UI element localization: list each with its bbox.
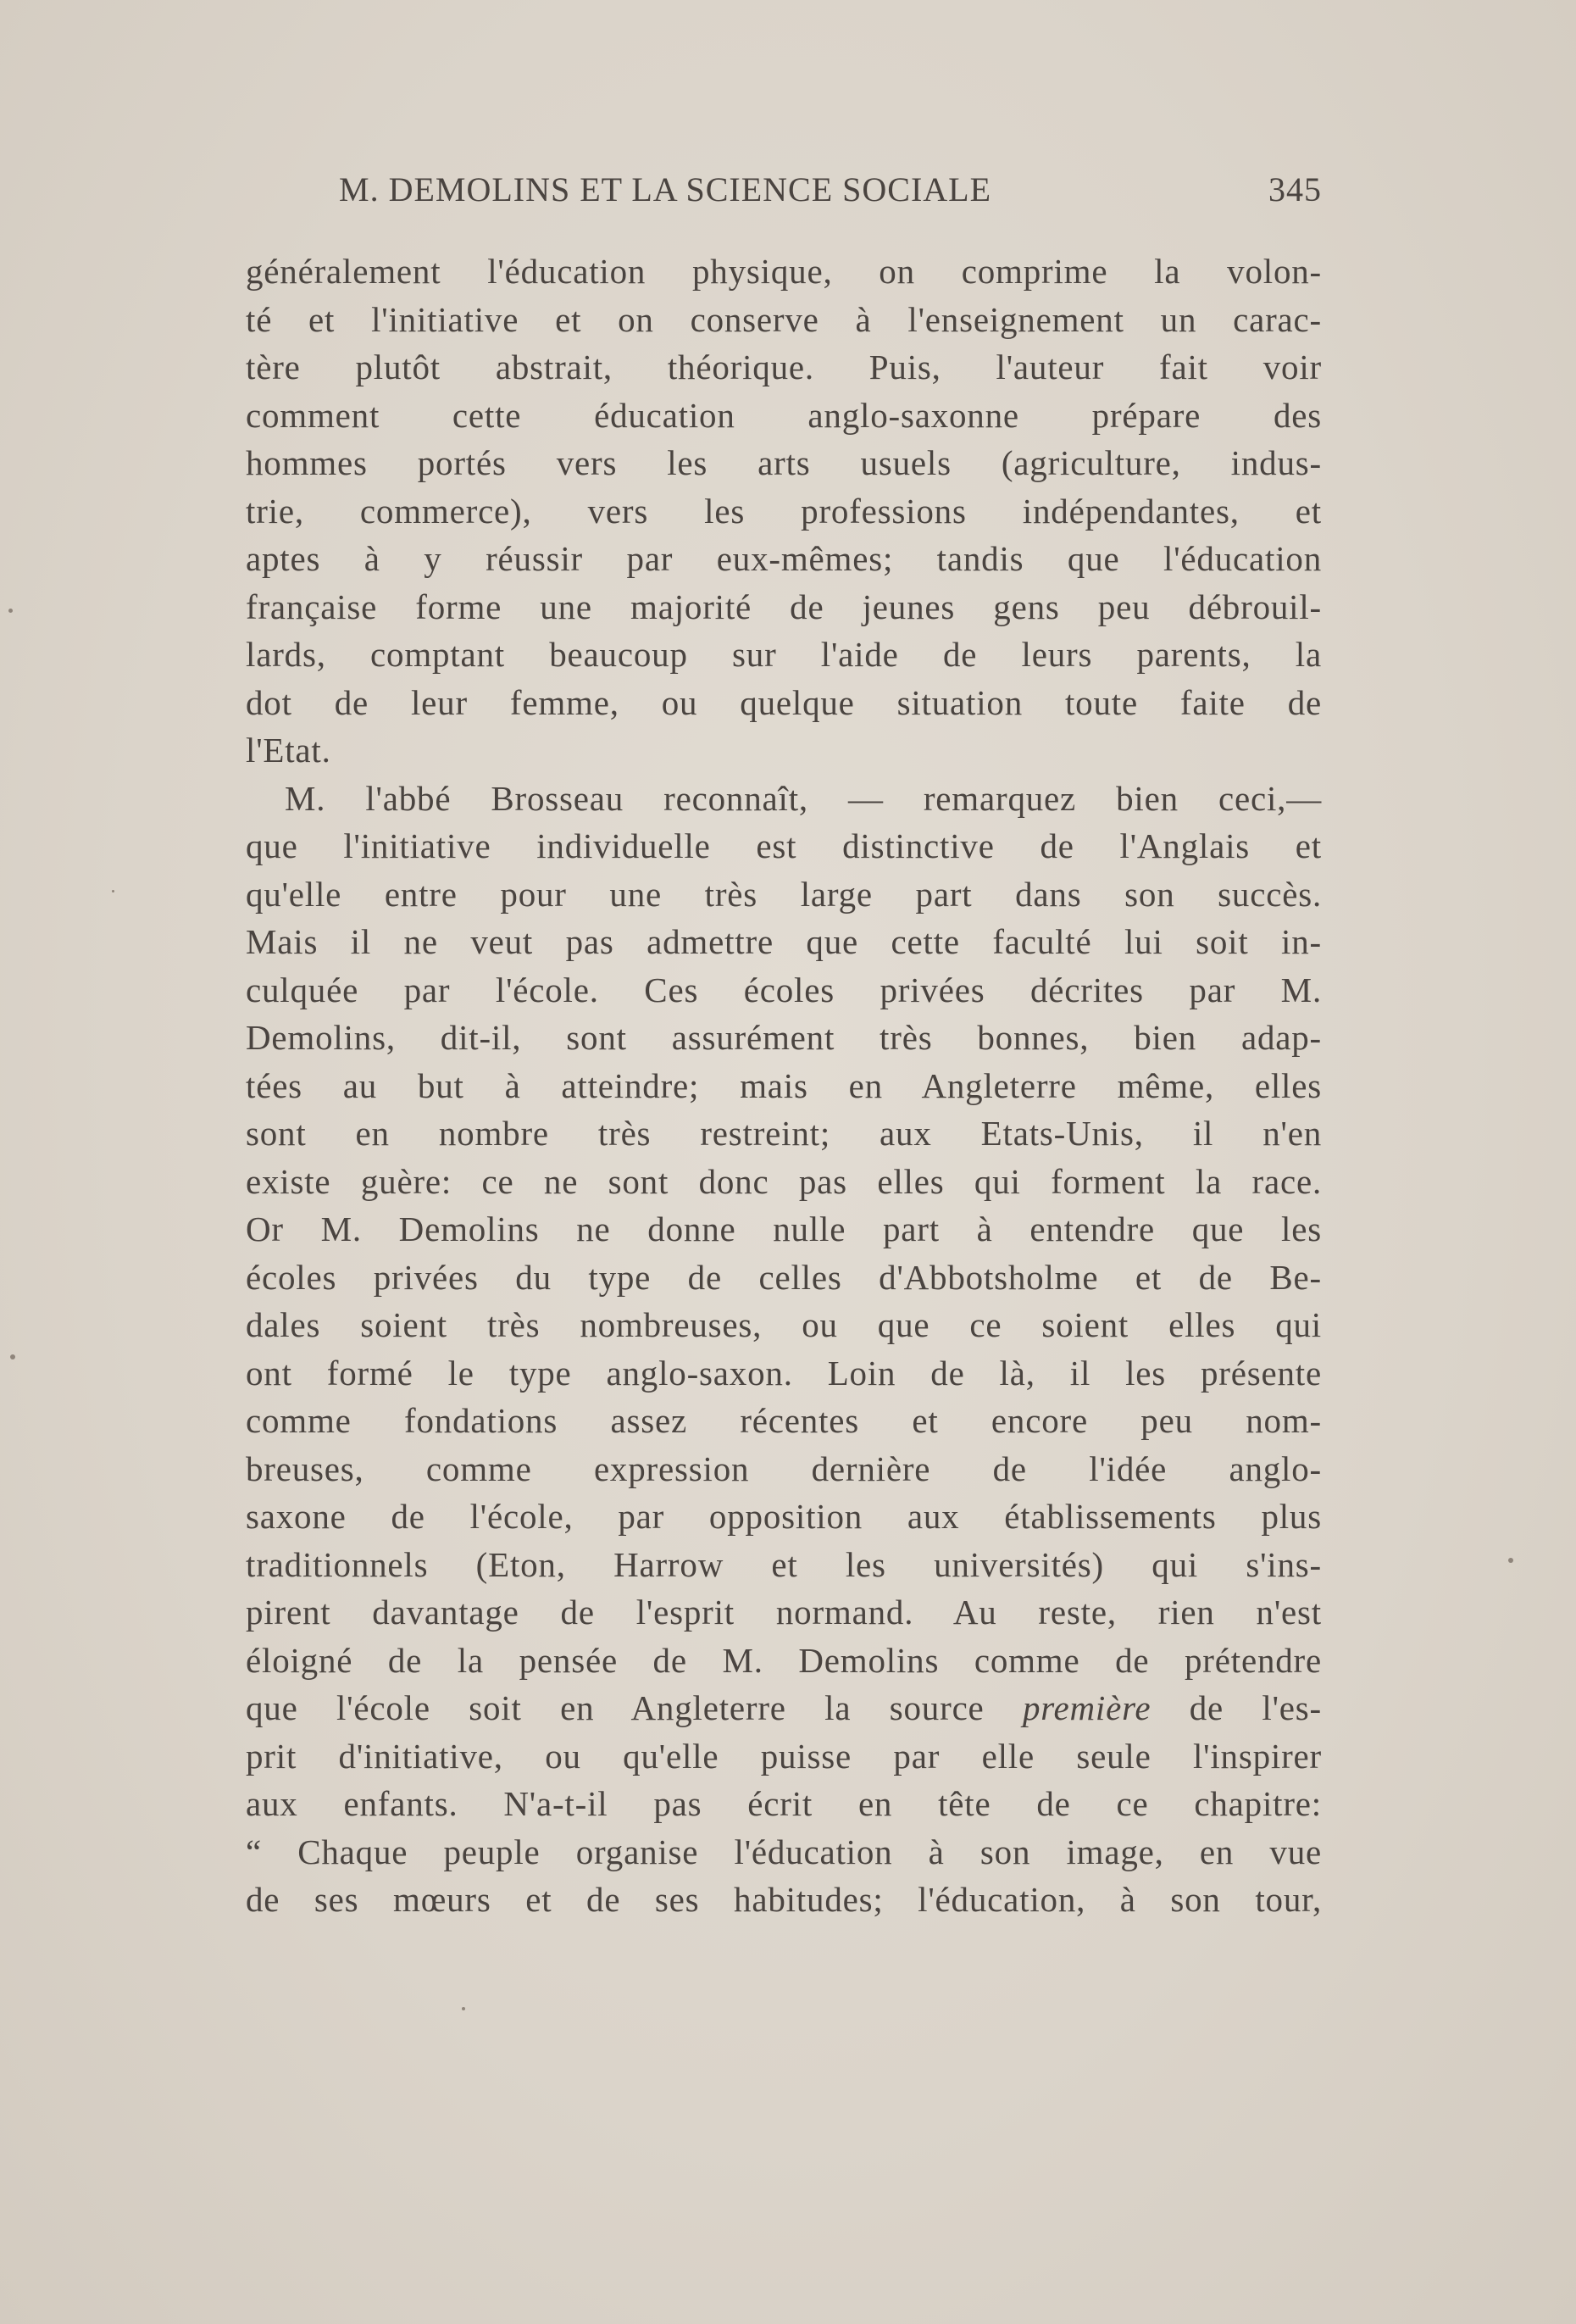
text-line: tère plutôt abstrait, théorique. Puis, l'auteur fait voir xyxy=(246,347,1322,386)
text-line: Or M. Demolins ne donne nulle part à entendre que les xyxy=(246,1209,1322,1248)
text-line: pirent davantage de l'esprit normand. Au reste, rien n'est xyxy=(246,1593,1322,1632)
text-line: aux enfants. N'a-t-il pas écrit en tête de ce chapitre: xyxy=(246,1784,1322,1823)
emphasized-word: première xyxy=(1022,1688,1151,1727)
text-line: tées au but à atteindre; mais en Angleterre même, elles xyxy=(246,1065,1322,1105)
text-line: de ses mœurs et de ses habitudes; l'éducation, à son tour, xyxy=(246,1880,1322,1919)
text-line: lards, comptant beaucoup sur l'aide de leurs parents, la xyxy=(246,635,1322,674)
text-line: traditionnels (Eton, Harrow et les universités) qui s'ins- xyxy=(246,1544,1322,1584)
text-line: aptes à y réussir par eux-mêmes; tandis que l'éducation xyxy=(246,539,1322,578)
text-line: ont formé le type anglo-saxon. Loin de là, il les présente xyxy=(246,1353,1322,1393)
text-line: Mais il ne veut pas admettre que cette faculté lui soit in- xyxy=(246,922,1322,961)
paragraph-start-line: M. l'abbé Brosseau reconnaît, — remarquez bien ceci,— xyxy=(285,778,1322,818)
paper-speck xyxy=(112,890,114,892)
text-line: trie, commerce), vers les professions indépendantes, et xyxy=(246,491,1322,531)
text-line: sont en nombre très restreint; aux Etats-Unis, il n'en xyxy=(246,1114,1322,1153)
text-line: culquée par l'école. Ces écoles privées décrites par M. xyxy=(246,970,1322,1009)
text-line: hommes portés vers les arts usuels (agriculture, indus- xyxy=(246,443,1322,482)
text-line: saxone de l'école, par opposition aux établissements plus xyxy=(246,1497,1322,1536)
text-fragment: de l'es- xyxy=(1151,1688,1322,1727)
text-line: dales soient très nombreuses, ou que ce soient elles qui xyxy=(246,1305,1322,1344)
text-line: écoles privées du type de celles d'Abbotsholme et de Be- xyxy=(246,1257,1322,1297)
text-line: Demolins, dit-il, sont assurément très bonnes, bien adap- xyxy=(246,1018,1322,1057)
text-line: française forme une majorité de jeunes gens peu débrouil- xyxy=(246,587,1322,626)
text-fragment: que l'école soit en Angleterre la source xyxy=(246,1688,1023,1727)
text-line: dot de leur femme, ou quelque situation toute faite de xyxy=(246,682,1322,722)
running-title: M. DEMOLINS ET LA SCIENCE SOCIALE xyxy=(339,170,992,208)
paper-speck xyxy=(10,1354,15,1359)
text-line: éloigné de la pensée de M. Demolins comme de prétendre xyxy=(246,1640,1322,1680)
text-line: breuses, comme expression dernière de l'idée anglo- xyxy=(246,1448,1322,1488)
text-line: comment cette éducation anglo-saxonne prépare des xyxy=(246,395,1322,435)
text-line: généralement l'éducation physique, on comprime la volon- xyxy=(246,252,1322,291)
text-line: prit d'initiative, ou qu'elle puisse par elle seule l'inspirer xyxy=(246,1736,1322,1776)
paper-speck xyxy=(8,609,13,613)
page-number: 345 xyxy=(1268,170,1322,208)
text-line: té et l'initiative et on conserve à l'enseignement un carac- xyxy=(246,299,1322,339)
paper-speck xyxy=(1508,1558,1513,1563)
text-line: l'Etat. xyxy=(246,731,331,770)
text-line: existe guère: ce ne sont donc pas elles qui forment la race. xyxy=(246,1161,1322,1201)
text-line-with-emphasis xyxy=(246,1684,1322,1732)
text-line: “ Chaque peuple organise l'éducation à son image, en vue xyxy=(246,1832,1322,1871)
body-text xyxy=(246,247,1322,1924)
page-header xyxy=(339,170,1322,220)
paper-speck xyxy=(462,2007,465,2010)
text-line: qu'elle entre pour une très large part dans son succès. xyxy=(246,874,1322,914)
text-line: que l'initiative individuelle est distinctive de l'Anglais et xyxy=(246,826,1322,865)
text-line: comme fondations assez récentes et encore peu nom- xyxy=(246,1401,1322,1440)
